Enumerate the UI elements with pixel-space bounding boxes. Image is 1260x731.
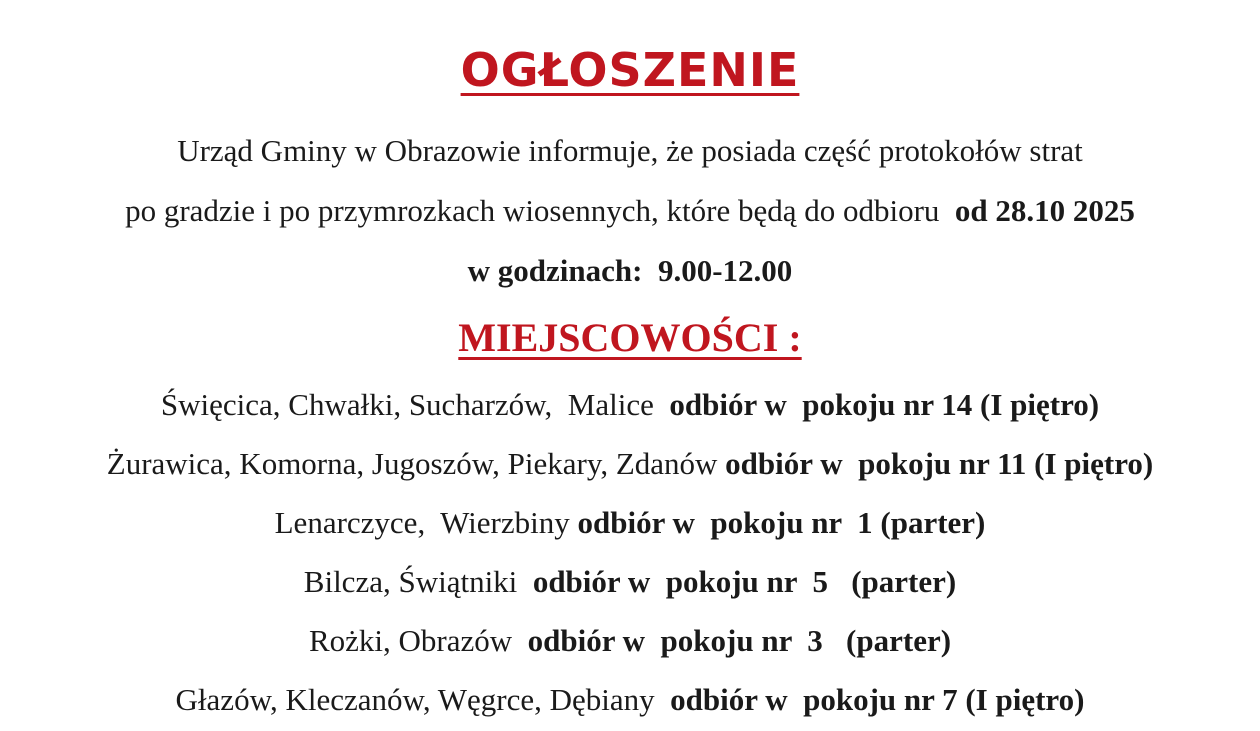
locality-row [0, 444, 1260, 484]
locality-row [0, 385, 1260, 425]
locality-places: Głazów, Kleczanów, Węgrce, Dębiany [175, 682, 671, 717]
office-hours-text: w godzinach: 9.00-12.00 [467, 253, 793, 288]
localities-heading [0, 311, 1260, 365]
intro-line-2 [0, 191, 1260, 231]
announcement-title-text: OGŁOSZENIE [460, 43, 800, 97]
intro-line-1: Urząd Gminy w Obrazowie informuje, że posiada część protokołów strat [177, 133, 1083, 168]
office-hours [0, 251, 1260, 291]
locality-places: Bilcza, Świątniki [303, 564, 533, 599]
locality-places: Święcica, Chwałki, Sucharzów, Malice [160, 387, 670, 422]
locality-pickup-room: odbiór w pokoju nr 11 (I piętro) [725, 446, 1154, 481]
announcement-title [0, 36, 1260, 104]
localities-heading-text: MIEJSCOWOŚCI : [458, 315, 802, 360]
locality-pickup-room: odbiór w pokoju nr 5 (parter) [532, 564, 957, 599]
pickup-start-date: od 28.10 2025 [954, 193, 1135, 228]
locality-places: Lenarczyce, Wierzbiny [274, 505, 578, 540]
locality-row [0, 562, 1260, 602]
locality-row [0, 503, 1260, 543]
locality-row [0, 680, 1260, 720]
locality-pickup-room: odbiór w pokoju nr 7 (I piętro) [670, 682, 1085, 717]
locality-pickup-room: odbiór w pokoju nr 1 (parter) [577, 505, 986, 540]
locality-row [0, 621, 1260, 661]
locality-places: Rożki, Obrazów [308, 623, 528, 658]
locality-pickup-room: odbiór w pokoju nr 3 (parter) [527, 623, 952, 658]
locality-places: Żurawica, Komorna, Jugoszów, Piekary, Zdanów [106, 446, 726, 481]
intro-line-2-text: po gradzie i po przymrozkach wiosennych, które będą do odbioru [125, 193, 955, 228]
locality-pickup-room: odbiór w pokoju nr 14 (I piętro) [669, 387, 1100, 422]
